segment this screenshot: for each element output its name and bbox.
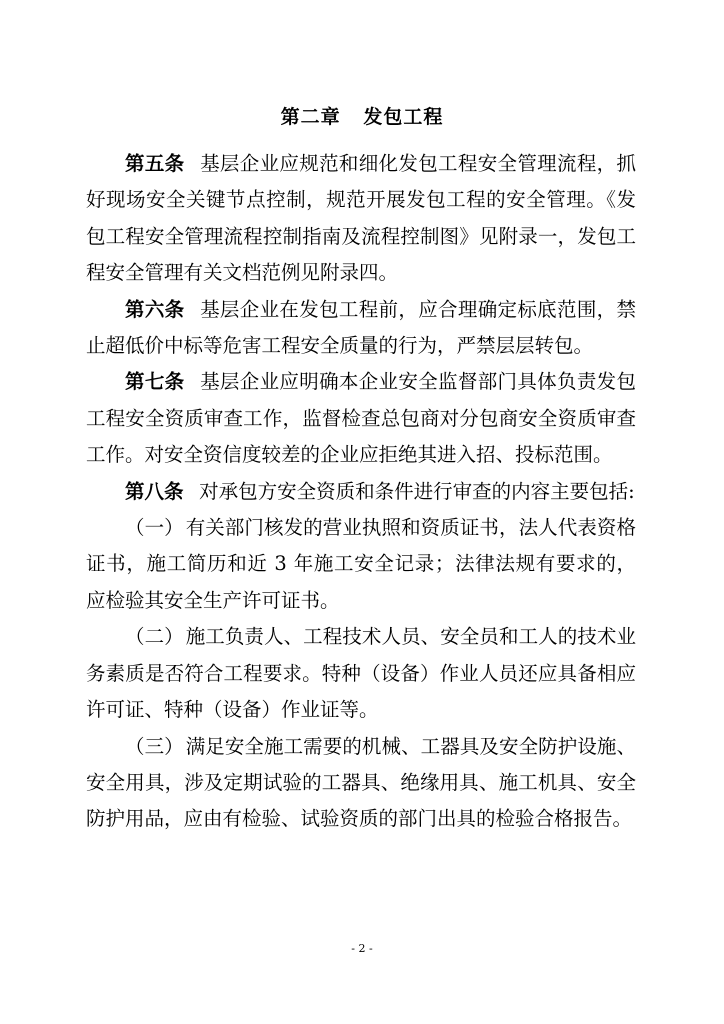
page-number: - 2 - [351, 942, 373, 955]
article-number: 第七条 [125, 370, 185, 394]
article-text: 基层企业在发包工程前，应合理确定标底范围，禁止超低价中标等危害工程安全质量的行为，严禁层层转包。 [86, 297, 636, 358]
item-text: 施工负责人、工程技术人员、安全员和工人的技术业务素质是否符合工程要求。特种（设备）作业人员还应具备相应许可证、特种（设备）作业证等。 [86, 625, 636, 722]
article-5 [86, 146, 636, 292]
article-number: 第六条 [125, 297, 185, 321]
document-body [86, 146, 636, 838]
article-number: 第八条 [125, 479, 184, 503]
list-item-2 [86, 619, 636, 728]
article-text: 基层企业应明确本企业安全监督部门具体负责发包工程安全资质审查工作，监督检查总包商对分包商安全资质审查工作。对安全资信度较差的企业应拒绝其进入招、投标范围。 [86, 370, 636, 467]
article-8 [86, 474, 636, 510]
item-text: 有关部门核发的营业执照和资质证书，法人代表资格证书，施工简历和近 3 年施工安全记录；法律法规有要求的，应检验其安全生产许可证书。 [86, 516, 636, 612]
list-item-3 [86, 729, 636, 838]
list-item-1 [86, 510, 636, 619]
article-6 [86, 292, 636, 365]
item-number: （一） [125, 516, 184, 540]
article-text: 基层企业应规范和细化发包工程安全管理流程，抓好现场安全关键节点控制，规范开展发包工程的安全管理。《发包工程安全管理流程控制指南及流程控制图》见附录一，发包工程安全管理有关文档范例见附录四。 [86, 152, 636, 285]
article-text: 对承包方安全资质和条件进行审查的内容主要包括: [199, 479, 635, 503]
chapter-title: 第二章 发包工程 [280, 106, 444, 128]
item-text: 满足安全施工需要的机械、工器具及安全防护设施、安全用具，涉及定期试验的工器具、绝缘用具、施工机具、安全防护用品，应由有检验、试验资质的部门出具的检验合格报告。 [86, 734, 636, 831]
article-number: 第五条 [125, 152, 185, 175]
item-number: （二） [125, 625, 184, 649]
article-7 [86, 364, 636, 473]
item-number: （三） [125, 734, 184, 758]
